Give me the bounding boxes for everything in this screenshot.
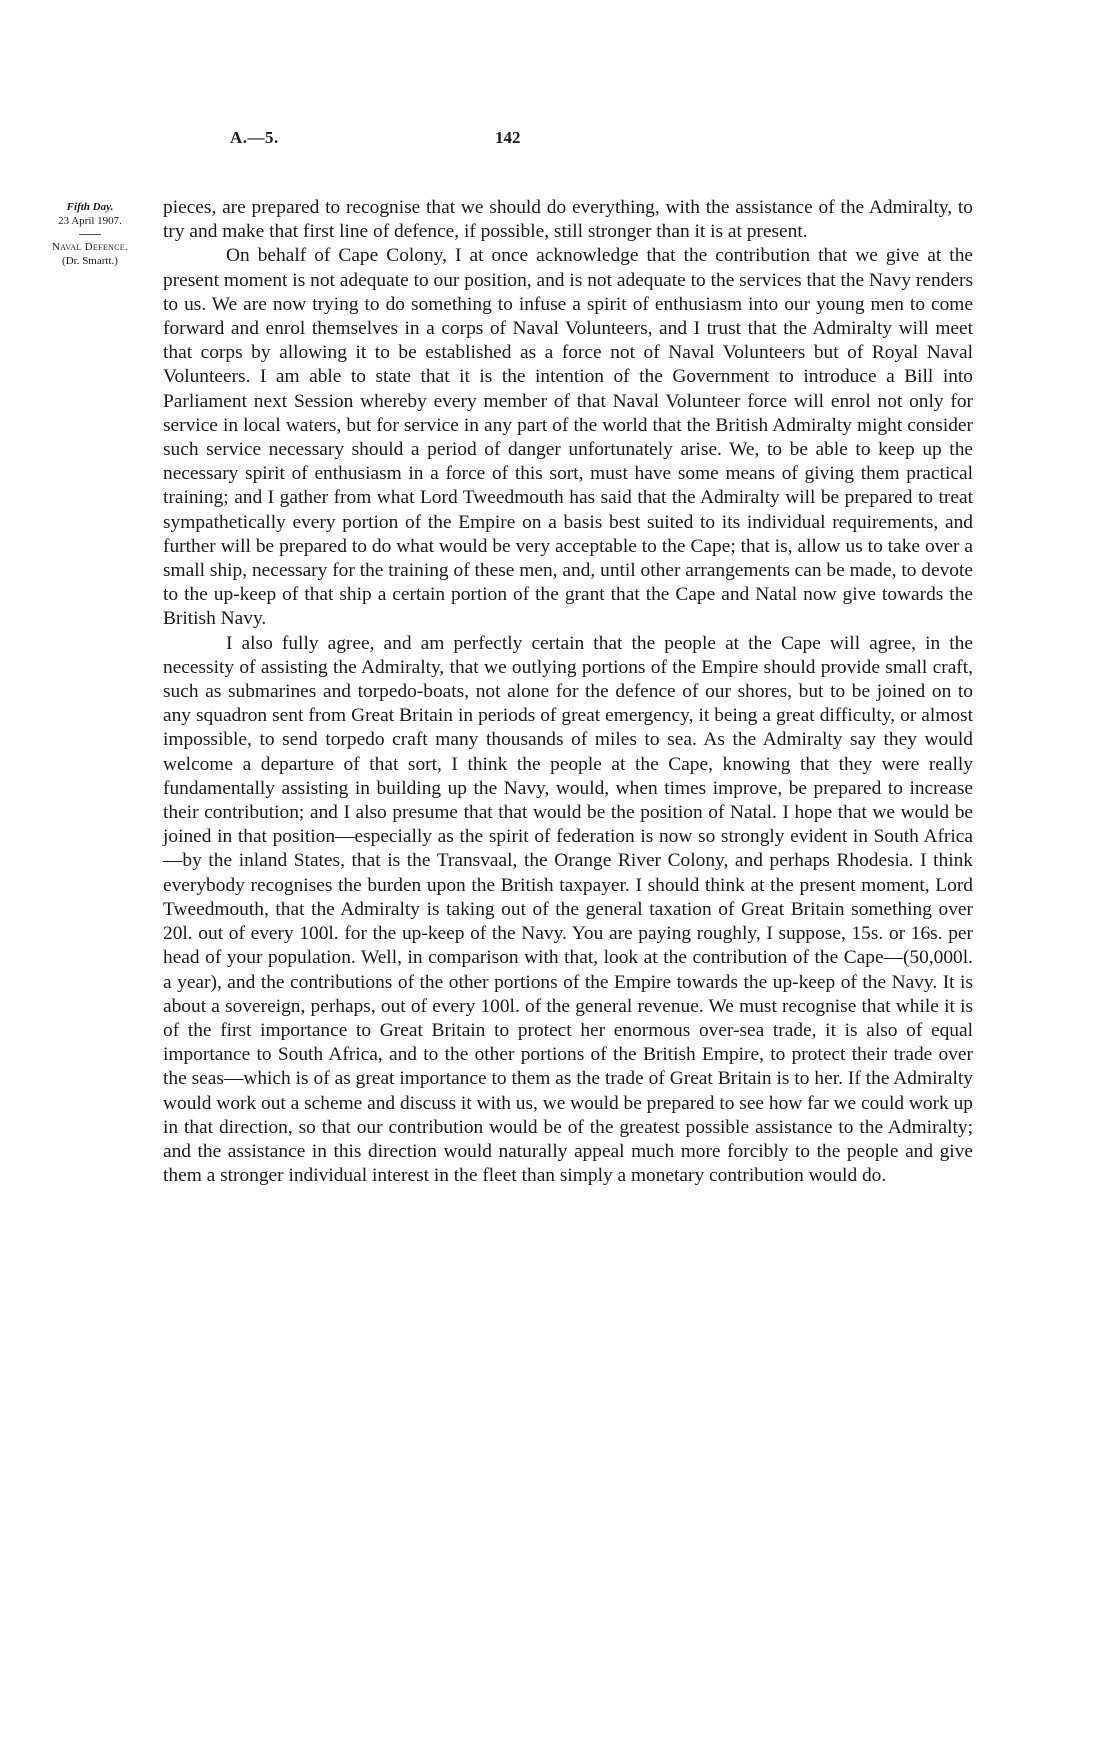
page-header	[0, 128, 1114, 152]
margin-topic: Naval Defence.	[52, 241, 128, 253]
paragraph: On behalf of Cape Colony, I at once acknowledge that the contribution that we give at the present moment is not adequate to our position, and is not adequate to the services that the Navy renders to us. We are now trying to do something to infuse a spirit of enthusiasm into our young men to come forward and enrol themselves in a corps of Naval Volunteers, and I trust that the Admiralty will meet that corps by allowing it to be established as a force not of Naval Volunteers but of Royal Naval Volunteers. I am able to state that it is the intention of the Government to introduce a Bill into Parliament next Session whereby every member of that Naval Volunteer force will enrol not only for service in local waters, but for service in any part of the world that the British Admiralty might consider such service necessary should a period of danger unfortunately arise. We, to be able to keep up the necessary spirit of enthusiasm in a force of this sort, must have some means of giving them practical training; and I gather from what Lord Tweedmouth has said that the Admiralty will be prepared to treat sympathetically every portion of the Empire on a basis best suited to its individual requirements, and further will be prepared to do what would be very acceptable to the Cape; that is, allow us to take over a small ship, necessary for the training of these men, and, until other arrangements can be made, to devote to the up-keep of that ship a certain portion of the grant that the Cape and Natal now give towards the British Navy.	[163, 245, 973, 630]
margin-note	[30, 200, 150, 268]
margin-day: Fifth Day.	[66, 201, 114, 213]
margin-speaker: (Dr. Smartt.)	[62, 255, 118, 267]
margin-divider	[79, 234, 101, 235]
paragraph: I also fully agree, and am perfectly certain that the people at the Cape will agree, in the necessity of assisting the Admiralty, that we outlying portions of the Empire should provide small craft, such as submarines and torpedo-boats, not alone for the defence of our shores, but to be joined on to any squadron sent from Great Britain in periods of great emergency, it being a great difficulty, or almost impossible, to send torpedo craft many thousands of miles to sea. As the Admiralty say they would welcome a departure of that sort, I think the people at the Cape, knowing that they were really fundamentally assisting in building up the Navy, would, when times improve, be prepared to increase their contribution; and I also presume that that would be the position of Natal. I hope that we would be joined in that position—especially as the spirit of federation is now so strongly evident in South Africa—by the inland States, that is the Transvaal, the Orange River Colony, and perhaps Rhodesia. I think everybody recognises the burden upon the British taxpayer. I should think at the present moment, Lord Tweedmouth, that the Admiralty is taking out of the general taxation of Great Britain something over 20l. out of every 100l. for the up-keep of the Navy. You are paying roughly, I suppose, 15s. or 16s. per head of your population. Well, in comparison with that, look at the contribution of the Cape—(50,000l. a year), and the contributions of the other portions of the Empire towards the up-keep of the Navy. It is about a sovereign, perhaps, out of every 100l. of the general revenue. We must recognise that while it is of the first importance to Great Britain to protect her enormous over-sea trade, it is also of equal importance to South Africa, and to the other portions of the British Empire, to protect their trade over the seas—which is of as great importance to them as the trade of Great Britain is to her. If the Admiralty would work out a scheme and discuss it with us, we would be prepared to see how far we could work up in that direction, so that our contribution would be of the greatest possible assistance to the Admiralty; and the assistance in this direction would naturally appeal much more forcibly to the people and give them a stronger individual interest in the fleet than simply a monetary contribution would do.	[163, 632, 973, 1187]
page-number: 142	[495, 128, 521, 147]
body-text	[163, 196, 973, 1188]
margin-date: 23 April 1907.	[58, 215, 122, 227]
paragraph-continuation: pieces, are prepared to recognise that we should do everything, with the assistance of the Admiralty, to try and make that first line of defence, if possible, still stronger than it is at present.	[163, 197, 973, 243]
document-reference: A.—5.	[230, 128, 279, 147]
